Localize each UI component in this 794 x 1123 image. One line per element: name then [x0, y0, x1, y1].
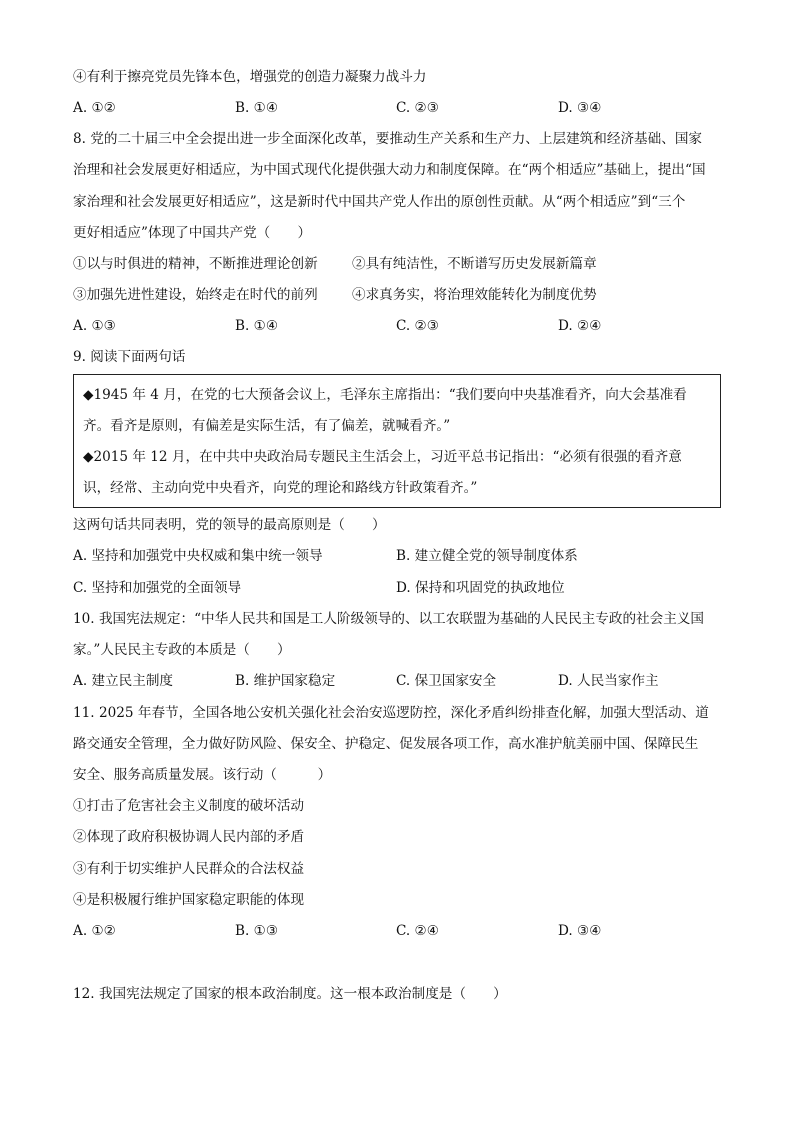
q8-stem-line-4: 更好相适应”体现了中国共产党（ ） — [73, 225, 312, 241]
q7-option-c[interactable]: C. ②③ — [396, 100, 439, 116]
q9-options-row-2 — [73, 578, 733, 598]
q11-item-3: ③有利于切实维护人民群众的合法权益 — [73, 861, 305, 877]
q11-option-a[interactable]: A. ①② — [73, 923, 116, 939]
q11-stem-line-1: 11. 2025 年春节，全国各地公安机关强化社会治安巡逻防控，深化矛盾纠纷排查化解，加强大型活动、道 — [73, 705, 709, 721]
q11-option-c[interactable]: C. ②④ — [396, 923, 439, 939]
q8-stem-line-3: 家治理和社会发展更好相适应”，这是新时代中国共产党人作出的原创性贡献。从“两个相适应”到“三个 — [73, 194, 686, 210]
q9-option-a[interactable]: A. 坚持和加强党中央权威和集中统一领导 — [73, 548, 323, 564]
q11-item-4: ④是积极履行维护国家稳定职能的体现 — [73, 892, 305, 908]
q8-option-d[interactable]: D. ②④ — [558, 318, 602, 334]
q7-option-d[interactable]: D. ③④ — [558, 100, 602, 116]
q12-stem: 12. 我国宪法规定了国家的根本政治制度。这一根本政治制度是（ ） — [73, 986, 507, 1002]
q8-stem-line-2: 治理和社会发展更好相适应，为中国式现代化提供强大动力和制度保障。在“两个相适应”基础上，提出“国 — [73, 162, 706, 178]
q8-item-2: ②具有纯洁性，不断谱写历史发展新篇章 — [352, 256, 597, 272]
q11-stem-line-3: 安全、服务高质量发展。该行动（ ） — [73, 767, 332, 783]
q9-quote-line-2: 齐。看齐是原则，有偏差是实际生活，有了偏差，就喊看齐。” — [83, 418, 451, 434]
q11-item-2: ②体现了政府积极协调人民内部的矛盾 — [73, 829, 305, 845]
q11-item-1: ①打击了危害社会主义制度的破坏活动 — [73, 798, 305, 814]
q11-option-d[interactable]: D. ③④ — [558, 923, 602, 939]
q9-question: 这两句话共同表明，党的领导的最高原则是（ ） — [73, 517, 386, 533]
q8-item-4: ④求真务实，将治理效能转化为制度优势 — [352, 287, 597, 303]
q9-option-c[interactable]: C. 坚持和加强党的全面领导 — [73, 580, 242, 596]
q9-quote-line-4: 识，经常、主动向党中央看齐，向党的理论和路线方针政策看齐。” — [83, 480, 478, 496]
q9-option-b[interactable]: B. 建立健全党的领导制度体系 — [396, 548, 578, 564]
q8-option-a[interactable]: A. ①③ — [73, 318, 116, 334]
q7-item-4: ④有利于擦亮党员先锋本色，增强党的创造力凝聚力战斗力 — [73, 69, 427, 85]
q10-options — [73, 671, 733, 691]
q8-option-c[interactable]: C. ②③ — [396, 318, 439, 334]
q10-option-c[interactable]: C. 保卫国家安全 — [396, 673, 497, 689]
q7-option-a[interactable]: A. ①② — [73, 100, 116, 116]
q8-item-3: ③加强先进性建设，始终走在时代的前列 — [73, 287, 318, 303]
q8-option-b[interactable]: B. ①④ — [235, 318, 279, 334]
q9-option-d[interactable]: D. 保持和巩固党的执政地位 — [396, 580, 565, 596]
q10-option-a[interactable]: A. 建立民主制度 — [73, 673, 174, 689]
q9-quote-box — [73, 374, 721, 508]
q11-option-b[interactable]: B. ①③ — [235, 923, 279, 939]
q9-quote-line-1: ◆1945 年 4 月，在党的七大预备会议上，毛泽东主席指出：“我们要向中央基准看齐，向大会基准看 — [83, 387, 687, 403]
q10-stem-line-1: 10. 我国宪法规定：“中华人民共和国是工人阶级领导的、以工农联盟为基础的人民民主专政的社会主义国 — [73, 611, 705, 627]
q7-option-b[interactable]: B. ①④ — [235, 100, 279, 116]
q9-stem: 9. 阅读下面两句话 — [73, 349, 186, 365]
q10-stem-line-2: 家。”人民民主专政的本质是（ ） — [73, 642, 291, 658]
q11-options — [73, 921, 733, 941]
q8-item-1: ①以与时俱进的精神，不断推进理论创新 — [73, 256, 318, 272]
q9-options-row-1 — [73, 546, 733, 566]
q8-stem-line-1: 8. 党的二十届三中全会提出进一步全面深化改革，要推动生产关系和生产力、上层建筑和经济基础、国家 — [73, 131, 703, 147]
q7-options — [73, 98, 733, 118]
q10-option-b[interactable]: B. 维护国家稳定 — [235, 673, 336, 689]
q9-quote-line-3: ◆2015 年 12 月，在中共中央政治局专题民主生活会上，习近平总书记指出：“必须有很强的看齐意 — [83, 449, 682, 465]
q11-stem-line-2: 路交通安全管理，全力做好防风险、保安全、护稳定、促发展各项工作，高水准护航美丽中国、保障民生 — [73, 736, 699, 752]
q8-options — [73, 316, 733, 336]
q10-option-d[interactable]: D. 人民当家作主 — [558, 673, 659, 689]
